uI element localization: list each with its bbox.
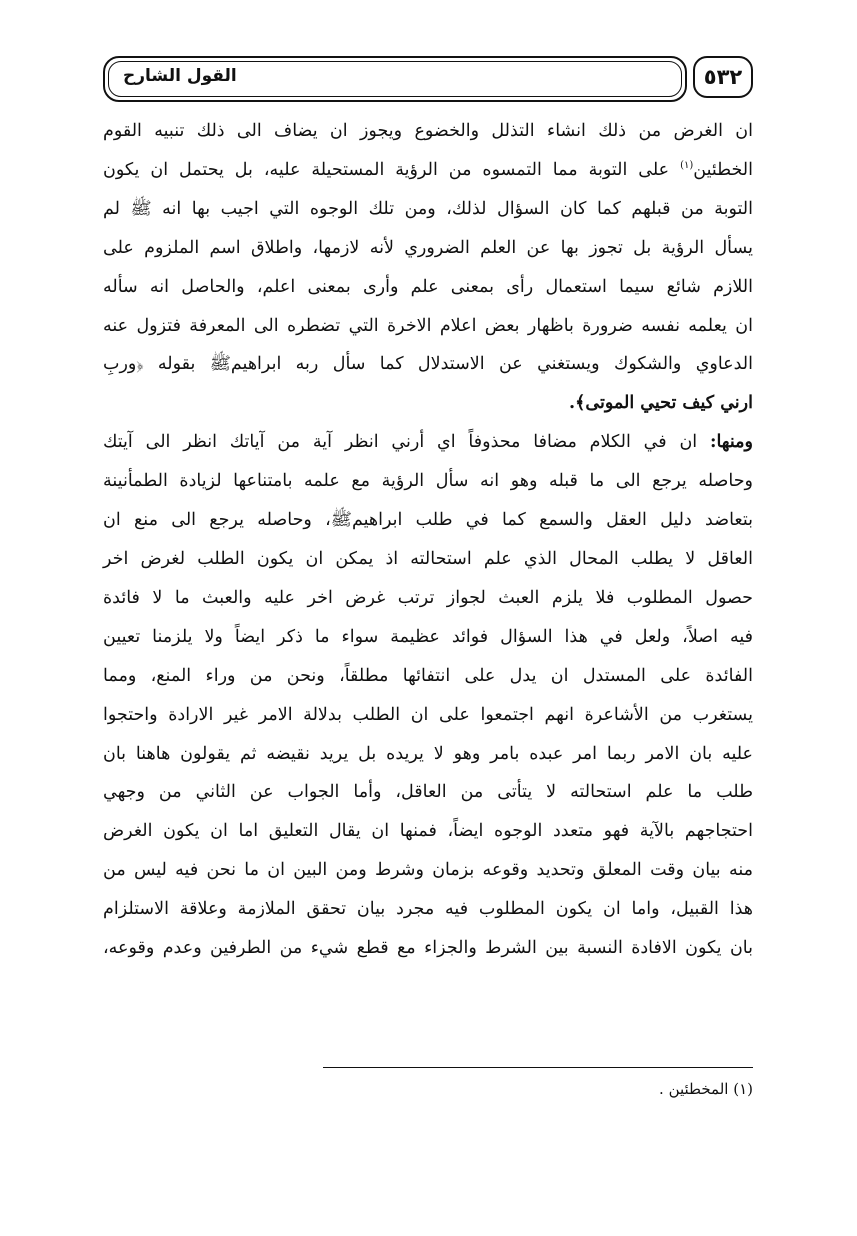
- line-text: ان الغرض من ذلك انشاء التذلل والخضوع ويجوز ان يضاف الى ذلك تنبيه القوم: [103, 121, 753, 141]
- text-line: [103, 812, 753, 851]
- text-line: [103, 579, 753, 618]
- text-line: [103, 540, 753, 579]
- text-line: [103, 268, 753, 307]
- line-text: الخطئين: [693, 159, 753, 180]
- paragraph-1: [103, 112, 753, 423]
- line-text: حصول المطلوب فلا يلزم العبث لجواز ترتب غرض اخر عليه والعبث ما لا فائدة: [103, 587, 753, 608]
- line-text: احتجاجهم بالآية فهو متعدد الوجوه ايضاً، فمنها ان يقال التعليق اما ان يكون الغرض: [103, 821, 753, 842]
- running-title-frame: [103, 56, 687, 102]
- line-text: طلب ما علم استحالته لا يتأتى من العاقل، وأما الجواب عن الثاني من وجهي: [103, 782, 753, 803]
- footnote-reference: (١): [680, 160, 694, 172]
- footnote-text: (١) المخطئين .: [659, 1080, 753, 1098]
- main-text: [103, 112, 753, 968]
- text-line: [103, 462, 753, 501]
- text-line: [103, 229, 753, 268]
- line-text: بان يكون الافادة النسبة بين الشرط والجزاء مع قطع شيء من الطرفين وعدم وقوعه،: [103, 938, 753, 959]
- line-text: اللازم شائع سيما استعمال رأى بمعنى علم وأرى بمعنى اعلم، والحاصل انه سأله: [103, 276, 753, 297]
- line-text: يستغرب من الأشاعرة انهم اجتمعوا على ان الطلب بدلالة الامر غير الارادة واحتجوا: [103, 704, 753, 725]
- text-line: [103, 501, 753, 540]
- text-line: [103, 307, 753, 346]
- line-text: عليه بان الامر ربما امر عبده بامر وهو لا يريده بل يريد نقيضه ثم يقولون هاهنا بان: [103, 743, 753, 764]
- text-line: [103, 190, 753, 229]
- line-text: التوبة من قبلهم كما كان السؤال لذلك، ومن تلك الوجوه التي اجيب بها انه ﷺ لم: [103, 198, 753, 219]
- text-line: [103, 618, 753, 657]
- line-text: هذا القبيل، واما ان يكون المطلوب فيه مجرد بيان تحقق الملازمة وعلاقة الاستلزام: [103, 899, 753, 920]
- paragraph-2: [103, 423, 753, 968]
- page-header: [103, 56, 753, 106]
- text-line: [103, 657, 753, 696]
- text-line: [103, 151, 753, 190]
- text-line: [103, 696, 753, 735]
- text-line: [103, 735, 753, 774]
- paragraph-lead: ومنها:: [710, 432, 753, 453]
- page-number: [693, 56, 753, 98]
- text-line: [103, 773, 753, 812]
- line-text: الفائدة على المستدل ان يدل على انتفائها مطلقاً، ونحن من وراء المنع، ومما: [103, 665, 753, 686]
- text-line: [103, 345, 753, 384]
- line-text: ارني كيف تحيي الموتى﴾.: [569, 393, 753, 414]
- text-line: [103, 851, 753, 890]
- text-line: [103, 423, 753, 462]
- line-text: فيه اصلاً، ولعل في هذا السؤال فوائد عظيمة سواء ما ذكر ايضاً ولا يلزمنا تعيين: [103, 626, 753, 647]
- footnote-divider: [323, 1067, 753, 1068]
- line-text: وحاصله يرجع الى ما قبله وهو انه سأل الرؤية مع علمه بامتناعها لزيادة الطمأنينة: [103, 471, 753, 492]
- line-text: ان في الكلام مضافا محذوفاً اي أرني انظر آية من آياتك انظر الى آيتك: [103, 432, 698, 453]
- text-line: [103, 112, 753, 151]
- line-text: العاقل لا يطلب المحال الذي علم استحالته اذ يمكن ان يكون الطلب لغرض اخر: [103, 548, 753, 569]
- running-title: القول الشارح: [123, 66, 237, 86]
- page-number-text: ٥٣٢: [703, 65, 743, 89]
- footnote: [659, 1080, 753, 1098]
- line-text: على التوبة مما التمسوه من الرؤية المستحيلة عليه، بل يحتمل ان يكون: [103, 159, 670, 180]
- line-text: منه بيان وقت المعلق وتحديد وقوعه بزمان وشرط ومن البين ان ما نحن فيه ليس من: [103, 860, 753, 881]
- text-line: [103, 929, 753, 968]
- line-text: بتعاضد دليل العقل والسمع كما في طلب ابراهيمﷺ، وحاصله يرجع الى منع ان: [103, 510, 753, 531]
- text-line: [103, 384, 753, 423]
- line-text: يسأل الرؤية بل تجوز بها عن العلم الضروري لأنه لازمها، واطلاق اسم الملزوم على: [103, 237, 753, 258]
- line-text: ان يعلمه نفسه ضرورة باظهار بعض اعلام الاخرة التي تضطره الى المعرفة فتزول عنه: [103, 315, 753, 336]
- text-line: [103, 890, 753, 929]
- line-text: الدعاوي والشكوك ويستغني عن الاستدلال كما سأل ربه ابراهيمﷺ بقوله ﴿وربِ: [103, 354, 753, 375]
